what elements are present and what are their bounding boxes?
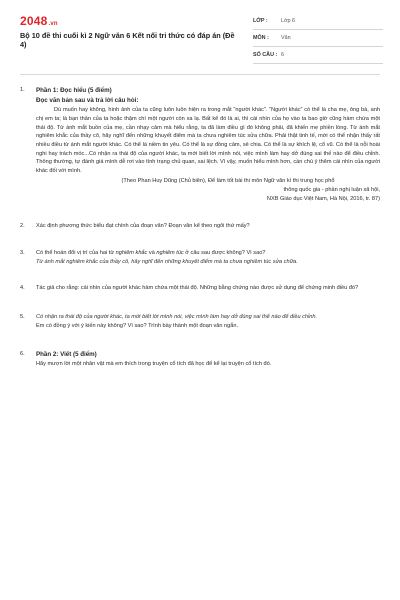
question-list [20,86,380,369]
question-text-part: và [147,250,157,257]
meta-table [253,13,383,64]
question-number: 4. [20,285,25,292]
passage-source [36,177,380,203]
meta-row-class [253,13,383,30]
question-text-part: Có thể hoán đổi vị trí của hai từ [36,250,116,257]
page-header [0,0,400,74]
meta-row-count [253,47,383,64]
meta-value: Lớp 6 [281,18,296,24]
question-number: 6. [20,351,25,358]
meta-label: MÔN : [253,35,269,41]
section-title: Phần 2: Viết (5 điểm) [36,351,97,359]
question-2 [20,222,380,231]
source-line-2: thông quốc gia - phần nghị luận xã hội, [283,187,380,194]
logo-suffix: .vn [48,21,58,27]
logo-brand: 2048 [20,14,48,28]
header-divider [20,74,380,75]
meta-value: Văn [281,35,291,41]
meta-label: LỚP : [253,18,268,24]
question-1 [20,86,380,203]
term-2: nghiêm túc [156,250,184,257]
document-title: Bộ 10 đề thi cuối kì 2 Ngữ văn 6 Kết nối tri thức có đáp án (Đề 4) [20,31,235,50]
term-1: nghiêm khắc [115,250,148,257]
question-number: 3. [20,250,25,257]
question-number: 5. [20,314,25,321]
quoted-sentence: Từ ánh mắt nghiêm khắc của thầy cô, hãy nghĩ đến những khuyết điểm mà ta chưa nghiêm túc sửa chữa. [36,258,298,265]
question-3 [20,249,380,266]
meta-value: 6 [281,52,284,58]
reading-passage: Dù muốn hay không, hình ảnh của ta cũng luôn luôn hiện ra trong mắt “người khác”. “Người khác” có thể là cha mẹ, ông bà, anh chị em ta; là bạn thân của ta hoặc thậm chí một người còn xa lạ. Bất kể đó là ai, thì cái nhìn của họ vào ta bao giờ cũng hàm chứa một thái độ. Từ ánh mắt buồn của mẹ, cần nhạy cảm mà hiểu rằng, ta đã làm điều gì đó không phải, đã khiến mẹ phiền lòng. Từ ánh mắt nghiêm khắc của thầy cô, hãy nghĩ đến những khuyết điểm mà ta chưa nghiêm túc sửa chữa. Phải thật tinh tế, mới có thể nhận thấy rất nhiều điều từ ánh mắt người khác. Có thể là niềm tin yêu. Có thể là sự đồng cảm, sẻ chia. Có thể là sự khích lệ, cổ vũ. Có thể là nỗi hoài nghi hay trách móc...Có nhận ra thái độ của người khác, ta mới biết lời mình nói, việc mình làm hay dở đúng sai thế nào để điều chỉnh. Thông thường, tự đánh giá mình dễ rơi vào tình trạng chủ quan, sai lệch. Vì vậy, muốn hiểu mình hơn, cần chú ý thêm cái nhìn của người khác đối với mình. [36,107,380,174]
question-text: Em có đồng ý với ý kiến này không? Vì sao? Trình bày thành một đoạn văn ngắn. [36,322,239,329]
question-text: Xác định phương thức biểu đạt chính của đoạn văn? Đoạn văn kể theo ngôi thứ mấy? [36,223,250,230]
site-logo[interactable] [20,14,58,28]
question-text: Tác giả cho rằng: cái nhìn của người khác hàm chứa một thái độ. Những bằng chứng nào được sử dụng để chứng minh điều đó? [36,285,359,292]
question-number: 1. [20,87,25,93]
question-text: Hãy mượn lời một nhân vật mà em thích trong truyện cổ tích đã học để kể lại truyện cổ tích đó. [36,360,272,367]
question-4 [20,284,380,293]
source-line-1: (Theo Phan Huy Dũng (Chủ biên), Để làm tốt bài thi môn Ngữ văn kì thi trung học phổ [121,178,335,185]
question-6 [20,350,380,368]
section-title: Phần 1: Đọc hiểu (5 điểm) [36,87,112,94]
question-5 [20,313,380,330]
question-text-part: ở câu sau được không? Vì sao? [183,250,266,257]
source-line-3: NXB Giáo dục Việt Nam, Hà Nội, 2016, tr. 87) [266,195,380,202]
quoted-sentence: Có nhận ra thái độ của người khác, ta mới biết lời mình nói, việc mình làm hay dở đúng sai thế nào để điều chỉnh. [36,314,318,321]
question-number: 2. [20,223,25,230]
meta-row-subject [253,30,383,47]
question-text [36,249,380,258]
instruction: Đọc văn bản sau và trả lời câu hỏi: [36,96,139,104]
meta-label: SỐ CÂU : [253,52,278,58]
